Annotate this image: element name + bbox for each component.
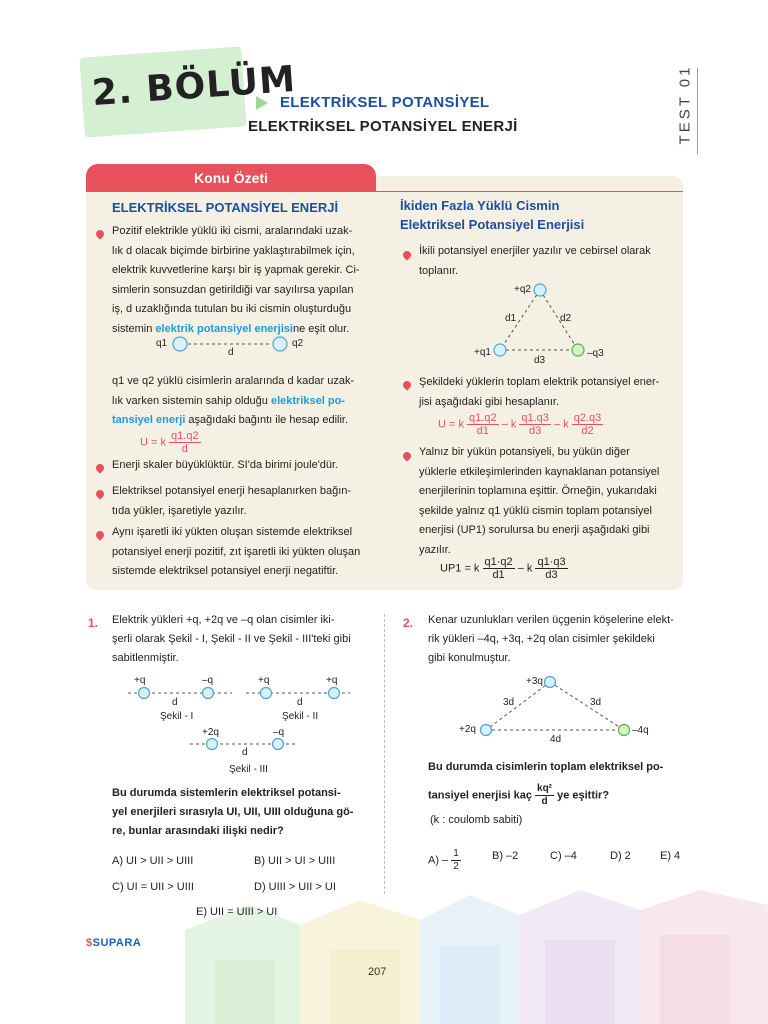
tri-d3: d3 [534, 355, 546, 366]
tri-d2: d2 [560, 313, 572, 324]
fig1-d: d [172, 697, 178, 708]
formula-up1: UP1 = k $\frac{q1\cdot q2}{d1}$ – k $\frac{q1\cdot q3}{d3}$ [440, 556, 566, 581]
q2-side-right: 3d [590, 697, 602, 708]
divider [697, 68, 698, 154]
tri-top-label: +q2 [514, 284, 531, 295]
fig1-caption: Şekil - I [160, 711, 194, 722]
right-bullet-3: Yalnız bir yükün potansiyeli, bu yükün diğer yüklerle etkileşimlerinden kaynaklanan potansiyel enerjilerinin toplamına eşittir. Örneğin, yukarıdaki şekilde yalnız q1 yüklü cismin toplam potansiyel enerjisi (UP1) sorulursa bu enerji aşağıdaki gibi yazılır. [419, 446, 660, 556]
section-title: ELEKTRİKSEL POTANSİYEL [280, 94, 490, 111]
q1-choice-e[interactable]: E) UII = UIII > UI [196, 906, 278, 918]
question-1-figures [120, 684, 370, 754]
question-2-note: (k : coulomb sabiti) [430, 814, 523, 826]
tri-d1: d1 [505, 313, 517, 324]
label-q2: q2 [292, 338, 304, 349]
question-1-text: Elektrik yükleri +q, +2q ve –q olan cisimler iki- şerli olarak Şekil - I, Şekil - II ve Şekil - III'teki gibi sabitlenmiştir. [112, 614, 351, 664]
fig3-caption: Şekil - III [229, 764, 268, 775]
q1-choice-d[interactable]: D) UIII > UII > UI [254, 881, 336, 893]
subsection-title: ELEKTRİKSEL POTANSİYEL ENERJİ [248, 118, 518, 135]
right-title: İkiden Fazla Yüklü Cismin Elektriksel Potansiyel Enerjisi [400, 198, 585, 232]
fig3-d: d [242, 747, 248, 758]
arrow-icon [256, 96, 268, 110]
fig2-d: d [297, 697, 303, 708]
q2-choice-e[interactable]: E) 4 [660, 850, 681, 862]
q2-choice-b[interactable]: B) –2 [492, 850, 519, 862]
label-d: d [228, 347, 234, 358]
left-bullet-2: Enerji skaler büyüklüktür. SI'da birimi joule'dür. [112, 459, 339, 471]
left-title: ELEKTRİKSEL POTANSİYEL ENERJİ [112, 200, 339, 215]
q1-choice-c[interactable]: C) UI = UII > UIII [112, 881, 194, 893]
q2-choice-d[interactable]: D) 2 [610, 850, 631, 862]
q2-left-label: +2q [459, 724, 476, 735]
q2-choice-a[interactable]: A) – $\frac{1}{2}$ [428, 848, 459, 872]
label-q1: q1 [156, 338, 168, 349]
q1-choice-a[interactable]: A) UI > UII > UIII [112, 855, 194, 867]
formula-u: U = k $\frac{q1.q2}{d}$ [140, 430, 199, 455]
fig2-a: +q [258, 675, 270, 686]
tri-left-label: +q1 [474, 347, 491, 358]
fig3-a: +2q [202, 727, 219, 738]
triangle-diagram [470, 278, 630, 368]
question-2-number: 2. [403, 616, 414, 630]
fig1-b: –q [202, 675, 214, 686]
question-1-ask: Bu durumda sistemlerin elektriksel potansi- yel enerjileri sırasıyla UI, UII, UIII olduğuna gö- re, bunlar arasındaki ilişki nedir? [112, 787, 354, 837]
test-label: TEST 01 [676, 64, 694, 145]
q2-choice-c[interactable]: C) –4 [550, 850, 577, 862]
q2-right-label: –4q [632, 725, 649, 736]
fig2-caption: Şekil - II [282, 711, 319, 722]
formula-total: U = k $\frac{q1.q2}{d1}$ – k $\frac{q1.q3}{d3}$ – k $\frac{q2.q3}{d2}$ [438, 412, 602, 437]
tri-right-label: –q3 [587, 348, 604, 359]
column-divider [384, 614, 385, 894]
summary-tab-line [376, 191, 683, 192]
summary-tab-label: Konu Özeti [194, 170, 268, 186]
fig2-b: +q [326, 675, 338, 686]
q2-side-bottom: 4d [550, 734, 562, 745]
fig3-b: –q [273, 727, 285, 738]
fig1-a: +q [134, 675, 146, 686]
right-bullet-2: Şekildeki yüklerin toplam elektrik potansiyel ener- jisi aşağıdaki gibi hesaplanır. [419, 376, 660, 408]
left-paragraph-2: q1 ve q2 yüklü cisimlerin aralarında d kadar uzak- lık varken sistemin sahip olduğu elektriksel po- tansiyel enerji aşağıdaki bağıntı ile hesap edilir. [112, 375, 355, 426]
right-bullet-1: İkili potansiyel enerjiler yazılır ve cebirsel olarak toplanır. [419, 245, 651, 277]
chapter-title: 2. BÖLÜM [90, 58, 298, 115]
left-paragraph-1: Pozitif elektrikle yüklü iki cismi, aralarındaki uzak- lık d olacak biçimde birbirine yaklaştırabilmek için, elektrik kuvvetlerine karşı bir iş yapmak gerekir. Ci- simlerin sonsuzdan getirildiği var sayılırsa yapılan iş, d uzaklığında tutulan bu iki cismin oluşturduğu sistemin elektrik potansiyel enerjisine eşit olur. [112, 225, 360, 335]
page-number: 207 [368, 966, 387, 978]
question-1-number: 1. [88, 616, 99, 630]
question-2-ask: Bu durumda cisimlerin toplam elektriksel po- tansiyel enerjisi kaç $\frac{\text{kq²}}{d}$ ye eşittir? [428, 761, 664, 807]
question-2-triangle [470, 672, 650, 742]
q2-top-label: +3q [526, 676, 543, 687]
q1-choice-b[interactable]: B) UII > UI > UIII [254, 855, 336, 867]
q2-side-left: 3d [503, 697, 515, 708]
left-bullet-4: Aynı işaretli iki yükten oluşan sistemde elektriksel potansiyel enerji pozitif, zıt işaretli iki yükten oluşan sistemde elektriksel potansiyel enerji negatiftir. [112, 526, 361, 577]
question-2-text: Kenar uzunlukları verilen üçgenin köşelerine elekt- rik yükleri –4q, +3q, +2q olan cisimler şekildeki gibi konulmuştur. [428, 614, 674, 664]
brand-logo: $SUPARA [86, 937, 142, 949]
left-bullet-3: Elektriksel potansiyel enerji hesaplanırken bağın- tıda yükler, işaretiyle yazılır. [112, 485, 352, 517]
